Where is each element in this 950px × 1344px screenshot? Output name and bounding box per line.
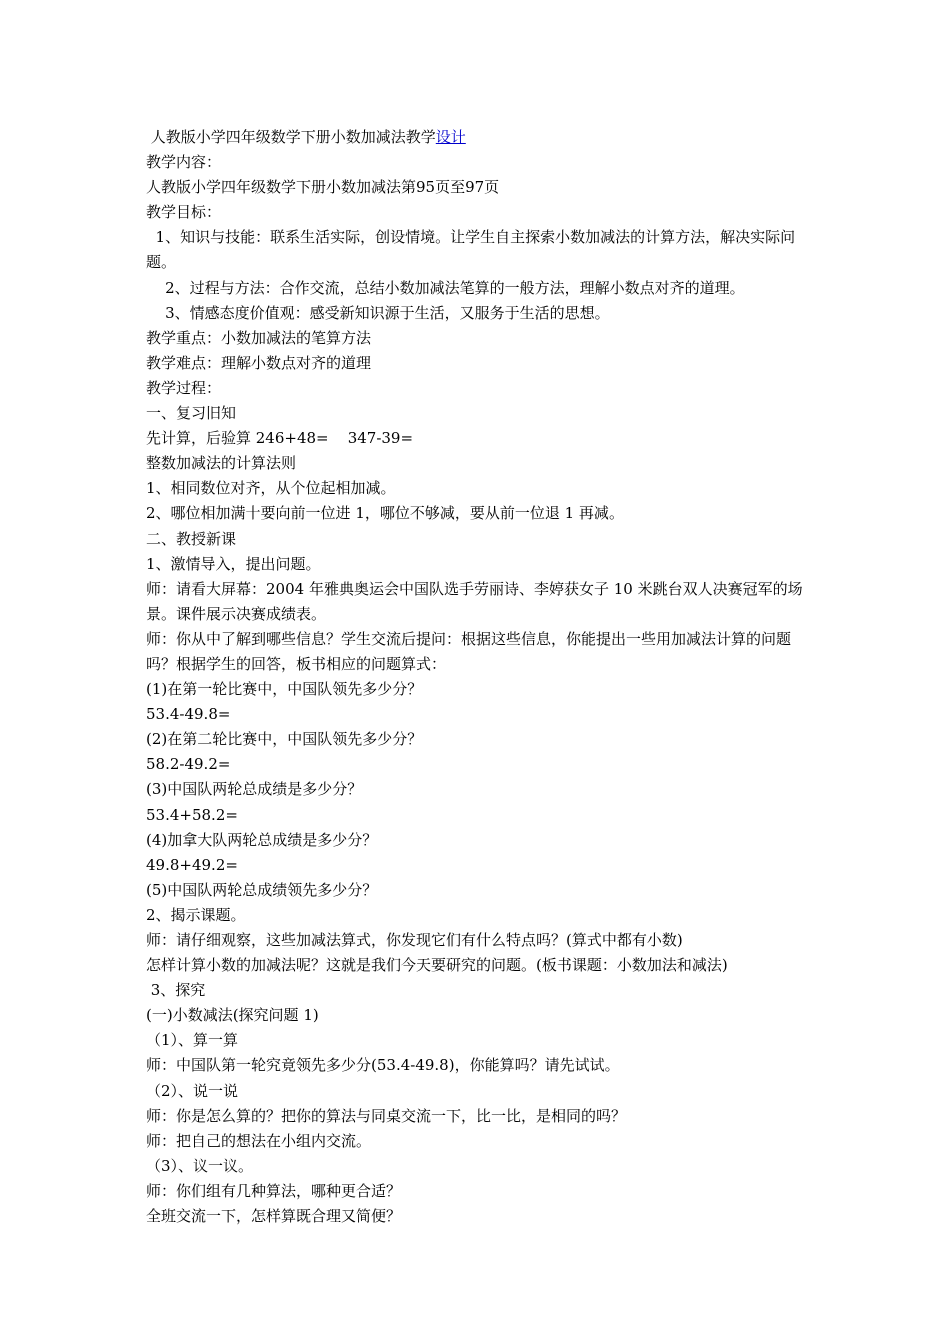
title-link[interactable]: 设计 [435, 128, 466, 146]
title-text: 人教版小学四年级数学下册小数加减法教学 [146, 128, 436, 146]
text-line-goal-1: 1、知识与技能：联系生活实际，创设情境。让学生自主探索小数加减法的计算方法，解决实际问题。 [146, 228, 796, 272]
text-line-step-2: （2）、说一说 [146, 1081, 239, 1100]
text-line-formula-2: 58.2-49.2= [146, 755, 231, 774]
text-line-step-1-detail: 师：中国队第一轮究竟领先多少分(53.4-49.8)，你能算吗？请先试试。 [146, 1056, 620, 1075]
text-line-explore: 3、探究 [146, 981, 206, 1000]
text-line-formula-1: 53.4-49.8= [146, 705, 231, 724]
text-line-step-2-detail-a: 师：你是怎么算的？把你的算法与同桌交流一下，比一比，是相同的吗？ [146, 1106, 627, 1125]
text-line-rule-2: 2、哪位相加满十要向前一位进 1，哪位不够减，要从前一位退 1 再减。 [146, 504, 624, 523]
text-line-step-1: （1）、算一算 [146, 1031, 239, 1050]
text-line-goal-3: 3、情感态度价值观：感受新知识源于生活，又服务于生活的思想。 [146, 303, 610, 322]
text-line-step-3-detail-a: 师：你们组有几种算法，哪种更合适？ [146, 1181, 402, 1200]
text-line-content: 人教版小学四年级数学下册小数加减法第95页至97页 [146, 178, 500, 197]
text-line-question-3: (3)中国队两轮总成绩是多少分？ [146, 780, 363, 799]
section-heading-new-lesson: 二、教授新课 [146, 529, 237, 548]
text-line-question-4: (4)加拿大队两轮总成绩是多少分？ [146, 830, 378, 849]
text-line-teacher-question: 师：你从中了解到哪些信息？学生交流后提问：根据这些信息，你能提出一些用加减法计算的问题吗？根据学生的回答，板书相应的问题算式： [146, 629, 792, 673]
section-heading-review: 一、复习旧知 [146, 404, 237, 423]
text-line-goals-heading: 教学目标： [146, 203, 222, 222]
text-line-step-3-detail-b: 全班交流一下，怎样算既合理又简便？ [146, 1207, 402, 1226]
text-line-question-1: (1)在第一轮比赛中，中国队领先多少分？ [146, 680, 423, 699]
text-line-question-5: (5)中国队两轮总成绩领先多少分？ [146, 880, 378, 899]
text-line-key-point: 教学重点：小数加减法的笔算方法 [146, 328, 372, 347]
text-line-teacher-screen: 师：请看大屏幕：2004 年雅典奥运会中国队选手劳丽诗、李婷获女子 10 米跳台双人决赛冠军的场景。课件展示决赛成绩表。 [146, 579, 803, 623]
text-line-reveal-topic: 2、揭示课题。 [146, 905, 246, 924]
text-line-exercise: 先计算，后验算 246+48= 347-39= [146, 429, 414, 448]
text-line-rule-1: 1、相同数位对齐，从个位起相加减。 [146, 479, 396, 498]
text-line-rule-heading: 整数加减法的计算法则 [146, 454, 297, 473]
text-line-formula-4: 49.8+49.2= [146, 855, 238, 874]
text-line-formula-3: 53.4+58.2= [146, 805, 238, 824]
text-line-difficulty: 教学难点：理解小数点对齐的道理 [146, 353, 372, 372]
text-line-step-3: （3）、议一议。 [146, 1156, 254, 1175]
document-page [146, 125, 810, 1229]
text-line-question-2: (2)在第二轮比赛中，中国队领先多少分？ [146, 730, 423, 749]
text-line-subtraction: (一)小数减法(探究问题 1) [146, 1006, 319, 1025]
text-line-content-heading: 教学内容： [146, 153, 222, 172]
document-title [146, 125, 810, 150]
text-line-intro: 1、激情导入，提出问题。 [146, 554, 321, 573]
text-line-observe: 师：请仔细观察，这些加减法算式，你发现它们有什么特点吗？(算式中都有小数) [146, 931, 683, 949]
text-line-topic: 怎样计算小数的加减法呢？这就是我们今天要研究的问题。(板书课题：小数加法和减法) [146, 956, 728, 975]
text-line-process-heading: 教学过程： [146, 378, 222, 397]
text-line-step-2-detail-b: 师：把自己的想法在小组内交流。 [146, 1131, 372, 1150]
text-line-goal-2: 2、过程与方法：合作交流，总结小数加减法笔算的一般方法，理解小数点对齐的道理。 [146, 278, 745, 297]
